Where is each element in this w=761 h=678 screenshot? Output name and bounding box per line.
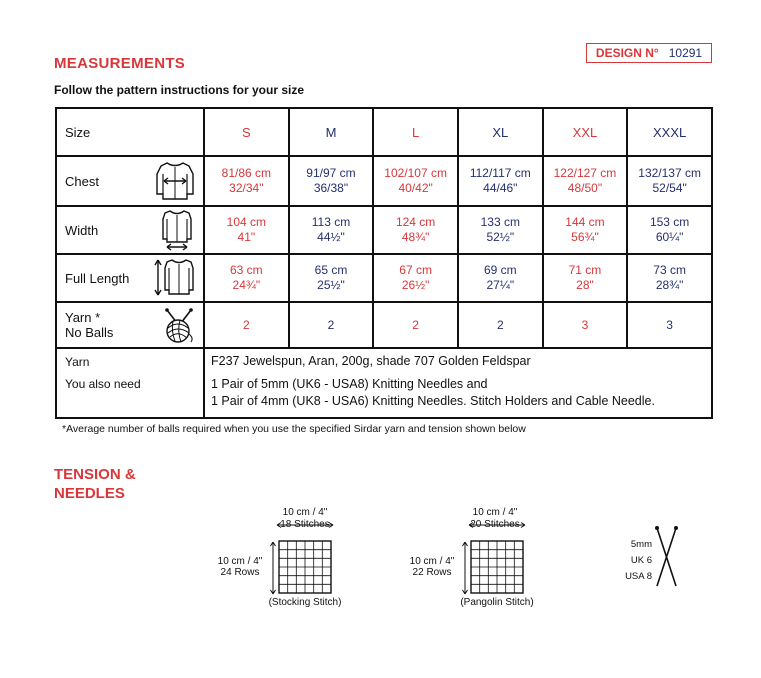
yarn-info-row — [56, 348, 712, 418]
swatch-caption: (Stocking Stitch) — [268, 597, 342, 608]
size-label: Size — [56, 108, 204, 156]
chest-label: Chest — [65, 173, 99, 189]
size-header: S — [204, 108, 289, 156]
width-cell: 124 cm 48¾" — [373, 206, 458, 254]
swatch-rows-label: 22 Rows — [412, 567, 452, 578]
swatch-width-label: 10 cm / 4" — [472, 507, 518, 518]
width-label-cell — [56, 206, 204, 254]
yarn-balls-cell: 3 — [627, 302, 712, 348]
width-garment-icon — [157, 209, 197, 251]
swatch-stitches-label: 20 Stitches — [470, 519, 520, 530]
width-cell: 104 cm 41" — [204, 206, 289, 254]
needle-usa-label: USA 8 — [625, 571, 652, 582]
length-cell: 63 cm 24¾" — [204, 254, 289, 302]
chest-cell: 112/117 cm 44/46" — [458, 156, 543, 206]
chest-cell: 132/137 cm 52/54" — [627, 156, 712, 206]
width-label: Width — [65, 222, 99, 238]
chest-garment-icon — [153, 160, 197, 202]
swatch-stitches-label: 18 Stitches — [280, 519, 330, 530]
yarn-balls-cell: 2 — [289, 302, 374, 348]
size-header: L — [373, 108, 458, 156]
size-header: XXXL — [627, 108, 712, 156]
chest-cell: 122/127 cm 48/50" — [543, 156, 628, 206]
needle-uk-label: UK 6 — [630, 555, 652, 566]
yarn-balls-row — [56, 302, 712, 348]
stitch-grid-icon — [278, 540, 332, 594]
measurements-table — [55, 107, 713, 419]
chest-cell: 91/97 cm 36/38" — [289, 156, 374, 206]
yarn-balls-label-line2: No Balls — [65, 325, 114, 340]
yarn-balls-cell: 2 — [458, 302, 543, 348]
also-need-label: You also need — [65, 377, 141, 391]
yarn-balls-cell: 2 — [373, 302, 458, 348]
also-need-line1: 1 Pair of 5mm (UK6 - USA8) Knitting Needles and — [211, 377, 488, 391]
yarn-balls-cell: 3 — [543, 302, 628, 348]
width-row — [56, 206, 712, 254]
yarn-label: Yarn — [65, 355, 90, 369]
size-header: XL — [458, 108, 543, 156]
width-cell: 113 cm 44½" — [289, 206, 374, 254]
length-cell: 67 cm 26½" — [373, 254, 458, 302]
tension-needles-heading: TENSION & NEEDLES — [54, 466, 136, 502]
size-header: XXL — [543, 108, 628, 156]
yarn-value: F237 Jewelspun, Aran, 200g, shade 707 Golden Feldspar — [211, 354, 531, 368]
height-arrow-icon — [460, 540, 470, 596]
swatch-width-label: 10 cm / 4" — [282, 507, 328, 518]
length-cell: 69 cm 27¼" — [458, 254, 543, 302]
chest-cell: 81/86 cm 32/34" — [204, 156, 289, 206]
yarn-info-labels — [56, 348, 204, 418]
length-cell: 71 cm 28" — [543, 254, 628, 302]
full-length-row — [56, 254, 712, 302]
also-need-line2: 1 Pair of 4mm (UK8 - USA6) Knitting Needles. Stitch Holders and Cable Needle. — [211, 394, 655, 408]
footnote: *Average number of balls required when you use the specified Sirdar yarn and tension shown below — [62, 423, 526, 435]
width-cell: 133 cm 52½" — [458, 206, 543, 254]
yarn-balls-cell: 2 — [204, 302, 289, 348]
width-cell: 153 cm 60¼" — [627, 206, 712, 254]
needle-mm-label: 5mm — [630, 539, 652, 550]
length-cell: 73 cm 28¾" — [627, 254, 712, 302]
chest-row — [56, 156, 712, 206]
chest-label-cell — [56, 156, 204, 206]
swatch-rows-label: 24 Rows — [220, 567, 260, 578]
yarn-ball-icon — [161, 306, 197, 344]
swatch-height-label: 10 cm / 4" — [409, 556, 455, 567]
knitting-needles-icon — [652, 524, 682, 590]
size-header: M — [289, 108, 374, 156]
yarn-info-values — [204, 348, 712, 418]
stitch-grid-icon — [470, 540, 524, 594]
measurements-heading: MEASUREMENTS — [54, 55, 186, 72]
design-label: DESIGN N° — [595, 46, 659, 60]
full-length-label-cell — [56, 254, 204, 302]
chest-cell: 102/107 cm 40/42" — [373, 156, 458, 206]
yarn-balls-label-cell — [56, 302, 204, 348]
height-arrow-icon — [268, 540, 278, 596]
design-number: 10291 — [668, 46, 703, 60]
swatch-height-label: 10 cm / 4" — [217, 556, 263, 567]
length-garment-icon — [153, 257, 197, 299]
size-row — [56, 108, 712, 156]
width-cell: 144 cm 56¾" — [543, 206, 628, 254]
instructions-subtitle: Follow the pattern instructions for your size — [54, 83, 305, 97]
length-cell: 65 cm 25½" — [289, 254, 374, 302]
yarn-balls-label-line1: Yarn * — [65, 310, 101, 325]
full-length-label: Full Length — [65, 270, 130, 286]
swatch-caption: (Pangolin Stitch) — [460, 597, 534, 608]
design-number-box — [586, 43, 712, 63]
